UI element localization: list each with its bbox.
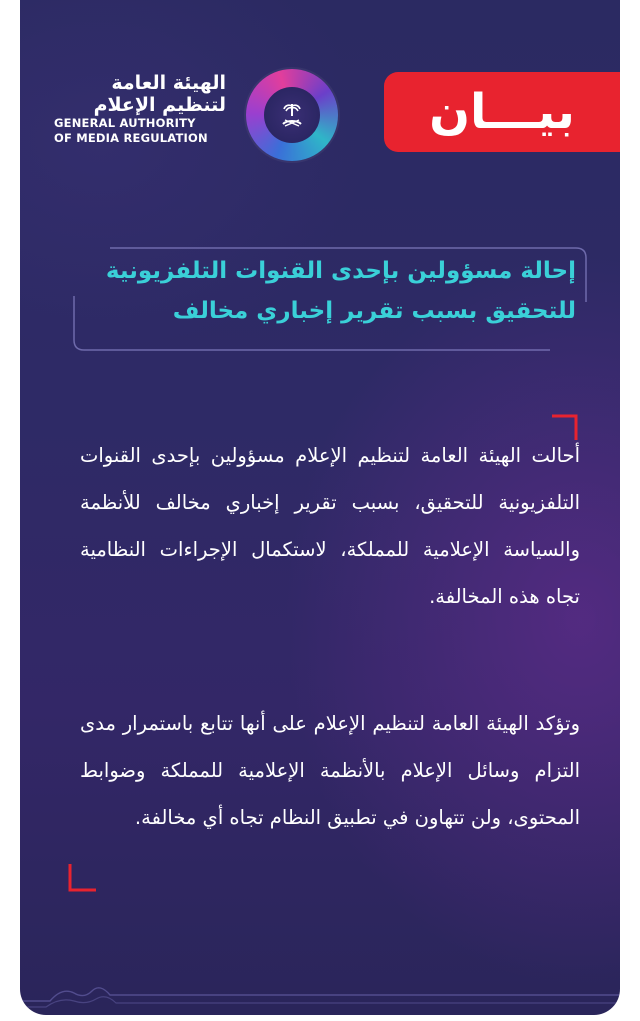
headline-frame: [70, 246, 590, 354]
authority-logo-text: [54, 72, 264, 146]
headline-line1: إحالة مسؤولين بإحدى القنوات التلفزيونية: [105, 258, 576, 284]
headline-line2: للتحقيق بسبب تقرير إخباري مخالف: [172, 298, 576, 324]
authority-emblem-icon: [246, 69, 338, 161]
body-paragraph-2: وتؤكد الهيئة العامة لتنظيم الإعلام على أنها تتابع باستمرار مدى التزام وسائل الإعلام بالأنظمة الإعلامية للمملكة وضوابط المحتوى، ولن تتهاون في تطبيق النظام تجاه أي مخالفة.: [80, 712, 580, 829]
statement-badge: [384, 72, 620, 152]
corner-accent-bottom-left: [68, 864, 96, 892]
statement-badge-label: بيـــان: [429, 84, 575, 140]
palm-swords-icon: [277, 100, 307, 130]
logo-english-line2: OF MEDIA REGULATION: [54, 131, 208, 145]
logo-english-line1: GENERAL AUTHORITY: [54, 116, 196, 130]
statement-card: [20, 0, 620, 1015]
wave-decoration-icon: [20, 935, 620, 1015]
logo-arabic-line2: لتنظيم الإعلام: [93, 94, 226, 116]
body-paragraph-1: أحالت الهيئة العامة لتنظيم الإعلام مسؤولين بإحدى القنوات التلفزيونية للتحقيق، بسبب تقرير إخباري مخالف للأنظمة والسياسة الإعلامية للمملكة، لاستكمال الإجراءات النظامية تجاه هذه المخالفة.: [80, 444, 580, 608]
logo-arabic-line1: الهيئة العامة: [111, 72, 226, 94]
